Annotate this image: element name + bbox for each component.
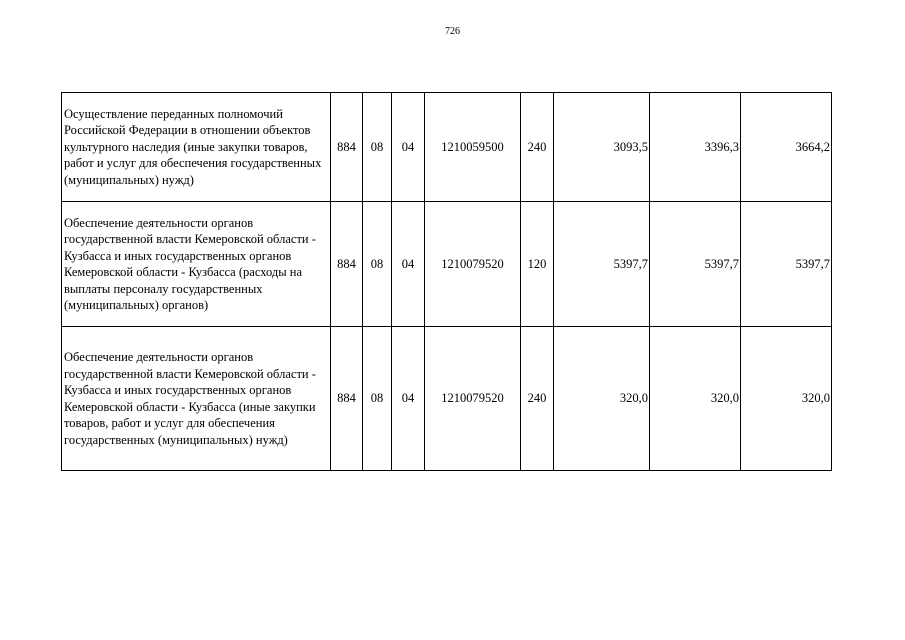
page-number: 726: [445, 26, 460, 37]
amount-2: 5397,7: [650, 202, 741, 327]
expense-type-code: 240: [521, 93, 554, 202]
amount-1: 320,0: [554, 327, 650, 471]
subsection-code: 04: [392, 202, 425, 327]
section-code: 08: [363, 93, 392, 202]
expense-type-code: 120: [521, 202, 554, 327]
section-code: 08: [363, 327, 392, 471]
row-description: Обеспечение деятельности органов государственной власти Кемеровской области - Кузбасса и иных государственных органов Кемеровской области - Кузбасса (иные закупки товаров, работ и услуг для обеспечения государственных (муниципальных) нужд): [62, 327, 331, 471]
budget-table: [61, 92, 832, 471]
section-code: 08: [363, 202, 392, 327]
subsection-code: 04: [392, 327, 425, 471]
ministry-code: 884: [331, 202, 363, 327]
ministry-code: 884: [331, 327, 363, 471]
table-row: [62, 93, 832, 202]
target-code: 1210079520: [425, 202, 521, 327]
amount-1: 5397,7: [554, 202, 650, 327]
target-code: 1210059500: [425, 93, 521, 202]
target-code: 1210079520: [425, 327, 521, 471]
expense-type-code: 240: [521, 327, 554, 471]
amount-2: 3396,3: [650, 93, 741, 202]
amount-3: 3664,2: [741, 93, 832, 202]
amount-3: 320,0: [741, 327, 832, 471]
amount-1: 3093,5: [554, 93, 650, 202]
amount-2: 320,0: [650, 327, 741, 471]
amount-3: 5397,7: [741, 202, 832, 327]
row-description: Обеспечение деятельности органов государственной власти Кемеровской области - Кузбасса и иных государственных органов Кемеровской области - Кузбасса (расходы на выплаты персоналу государственных (муниципальных) органов): [62, 202, 331, 327]
table-row: [62, 202, 832, 327]
table-row: [62, 327, 832, 471]
row-description: Осуществление переданных полномочий Российской Федерации в отношении объектов культурного наследия (иные закупки товаров, работ и услуг для обеспечения государственных (муниципальных) нужд): [62, 93, 331, 202]
subsection-code: 04: [392, 93, 425, 202]
ministry-code: 884: [331, 93, 363, 202]
